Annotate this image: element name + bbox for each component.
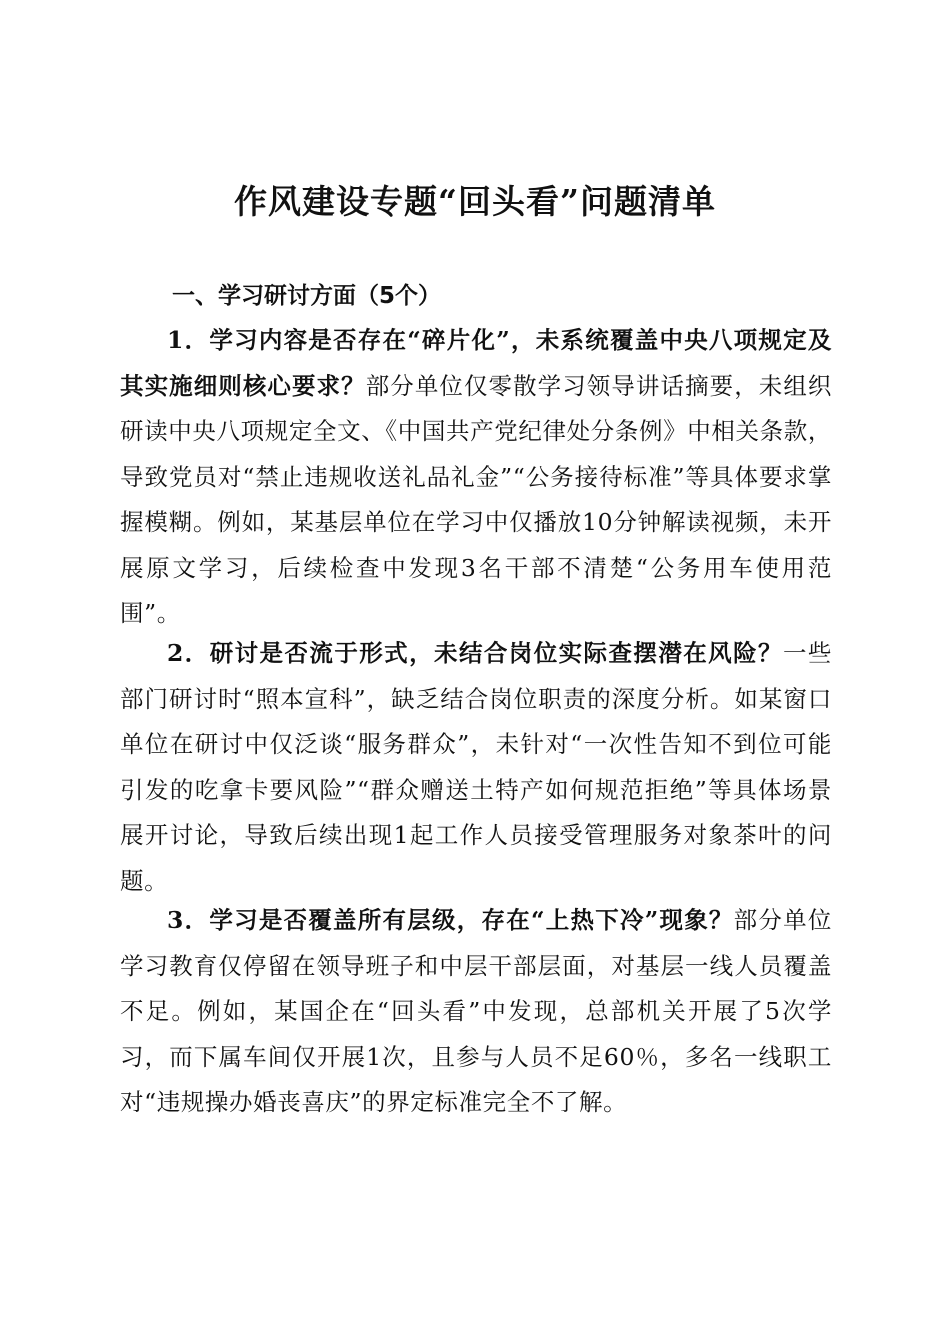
list-item	[120, 318, 832, 637]
item-question: 学习是否覆盖所有层级，存在“上热下冷”现象？	[209, 906, 734, 934]
item-number: 2．	[167, 639, 210, 667]
list-item	[120, 898, 832, 1126]
item-question: 研讨是否流于形式，未结合岗位实际查摆潜在风险？	[209, 639, 783, 667]
item-number: 3．	[167, 906, 210, 934]
list-item	[120, 631, 832, 904]
item-body: 部分单位仅零散学习领导讲话摘要，未组织研读中央八项规定全文、《中国共产党纪律处分条例》中相关条款，导致党员对“禁止违规收送礼品礼金”“公务接待标准”等具体要求掌握模糊。例如，某基层单位在学习中仅播放10分钟解读视频，未开展原文学习，后续检查中发现3名干部不清楚“公务用车使用范围”。	[120, 371, 833, 627]
section-heading: 一、学习研讨方面（5个）	[172, 283, 442, 309]
item-number: 1．	[167, 326, 210, 354]
item-body: 部分单位学习教育仅停留在领导班子和中层干部层面，对基层一线人员覆盖不足。例如，某国企在“回头看”中发现，总部机关开展了5次学习，而下属车间仅开展1次，且参与人员不足60％，多名一线职工对“违规操办婚丧喜庆”的界定标准完全不了解。	[120, 906, 832, 1116]
document-title: 作风建设专题“回头看”问题清单	[234, 182, 716, 221]
item-body: 一些部门研讨时“照本宣科”，缺乏结合岗位职责的深度分析。如某窗口单位在研讨中仅泛谈“服务群众”，未针对“一次性告知不到位可能引发的吃拿卡要风险”“群众赠送土特产如何规范拒绝”等具体场景展开讨论，导致后续出现1起工作人员接受管理服务对象茶叶的问题。	[120, 639, 832, 895]
item-question: 学习内容是否存在“碎片化”，未系统覆盖中央八项规定及其实施细则核心要求？	[120, 326, 832, 400]
